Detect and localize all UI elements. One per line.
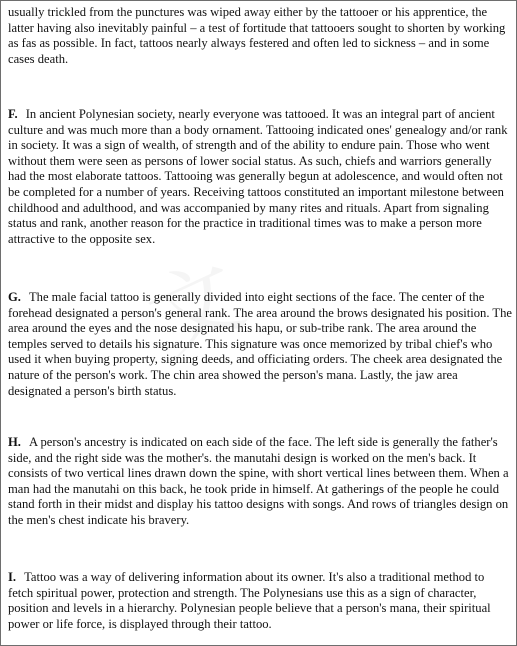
paragraph-text: In ancient Polynesian society, nearly everyone was tattooed. It was an integral part of ancient culture and was much more than a body ornament. Tattooing indicated ones' genealogy and/or rank in society. It was a sign of wealth, of strength and of the ability to endure pain. Those who went without them were seen as persons of lower social status. As such, chiefs and warriors generally had the most elaborate tattoos. Tattooing was generally begun at adolescence, and would often not be completed for a number of years. Receiving tattoos constituted an important milestone between childhood and adulthood, and was accompanied by many rites and rituals. Apart from signaling status and rank, another reason for the practice in traditional times was to make a person more attractive to the opposite sex. <box>8 107 508 246</box>
paragraph-letter: H. <box>8 435 21 449</box>
paragraph-e-continuation <box>8 5 512 67</box>
paragraph-text: A person's ancestry is indicated on each side of the face. The left side is generally the father's side, and the right side was the mother's. the manutahi design is worked on the men's back. It consists of two vertical lines drawn down the spine, with short vertical lines between them. When a man had the manutahi on this back, he took pride in himself. At gatherings of the people he could stand forth in their midst and display his tattoo designs with songs. And rows of triangles design on the men's chest indicate his bravery. <box>8 435 509 527</box>
paragraph-f <box>8 107 512 247</box>
paragraph-text: Tattoo was a way of delivering information about its owner. It's also a traditional method to fetch spiritual power, protection and strength. The Polynesians use this as a sign of character, position and levels in a hierarchy. Polynesian people believe that a person's mana, their spiritual power or life force, is displayed through their tattoo. <box>8 570 491 631</box>
paragraph-text: The male facial tattoo is generally divided into eight sections of the face. The center of the forehead designated a person's general rank. The area around the brows designated his position. The area around the eyes and the nose designated his hapu, or sub-tribe rank. The area around the temples served to details his signature. This signature was once memorized by tribal chief's who used it when buying property, signing deeds, and officiating orders. The cheek area designated the nature of the person's work. The chin area showed the person's mana. Lastly, the jaw area designated a person's birth status. <box>8 290 512 398</box>
paragraph-letter: G. <box>8 290 21 304</box>
paragraph-letter: F. <box>8 107 18 121</box>
paragraph-g <box>8 290 512 399</box>
paragraph-letter: I. <box>8 570 17 584</box>
paragraph-h <box>8 435 512 529</box>
paragraph-i <box>8 570 512 632</box>
paragraph-text: usually trickled from the punctures was wiped away either by the tattooer or his apprentice, the latter having also inevitably painful – a test of fortitude that tattooers sought to shorten by working as fas as possible. In fact, tattoos nearly always festered and often led to sickness – and in some cases death. <box>8 5 506 66</box>
